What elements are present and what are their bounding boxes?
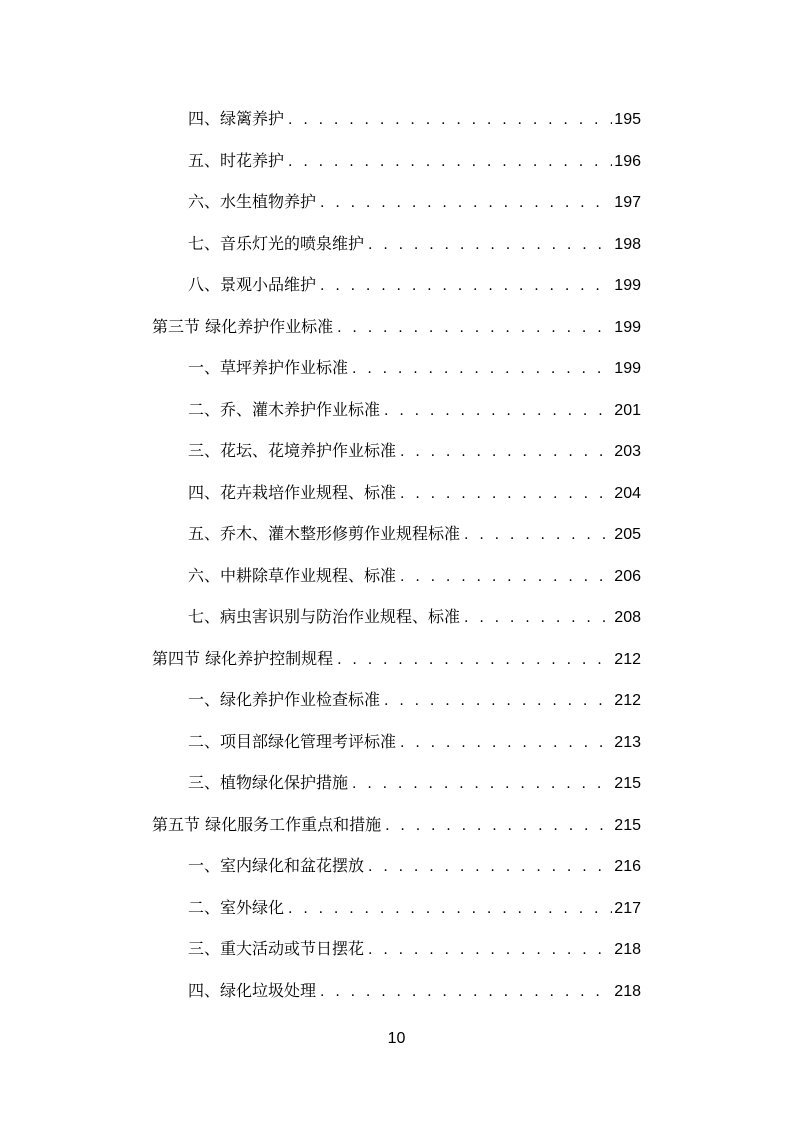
toc-subsection-entry[interactable] <box>0 927 793 969</box>
toc-entry-page-number: 215 <box>614 816 641 834</box>
toc-entry-title: 四、花卉栽培作业规程、标准 <box>188 482 397 502</box>
dot-leader <box>400 486 612 502</box>
toc-entry-page-number: 196 <box>614 152 641 170</box>
toc-entry-title: 二、项目部绿化管理考评标准 <box>188 731 397 751</box>
toc-entry-title: 七、音乐灯光的喷泉维护 <box>188 233 365 253</box>
table-of-contents <box>0 97 793 1010</box>
dot-leader <box>320 278 612 294</box>
dot-leader <box>368 237 612 253</box>
dot-leader <box>288 901 612 917</box>
dot-leader <box>337 320 612 336</box>
dot-leader <box>368 942 612 958</box>
dot-leader <box>352 776 612 792</box>
toc-entry-title: 三、植物绿化保护措施 <box>188 773 349 793</box>
dot-leader <box>384 403 612 419</box>
dot-leader <box>320 984 612 1000</box>
toc-entry-title: 四、绿化垃圾处理 <box>188 980 317 1000</box>
toc-entry-page-number: 195 <box>614 111 641 129</box>
toc-entry-page-number: 203 <box>614 443 641 461</box>
dot-leader <box>385 818 612 834</box>
toc-entry-title: 七、病虫害识别与防治作业规程、标准 <box>188 607 461 627</box>
toc-section-entry[interactable] <box>0 803 793 845</box>
dot-leader <box>400 735 612 751</box>
toc-entry-page-number: 204 <box>614 484 641 502</box>
toc-entry-page-number: 199 <box>614 360 641 378</box>
toc-subsection-entry[interactable] <box>0 139 793 181</box>
dot-leader <box>464 527 612 543</box>
toc-entry-page-number: 218 <box>614 982 641 1000</box>
toc-entry-page-number: 199 <box>614 318 641 336</box>
toc-entry-title: 六、水生植物养护 <box>188 192 317 212</box>
toc-entry-title: 第五节 绿化服务工作重点和措施 <box>152 814 382 834</box>
toc-entry-page-number: 205 <box>614 526 641 544</box>
toc-entry-title: 三、花坛、花境养护作业标准 <box>188 441 397 461</box>
toc-subsection-entry[interactable] <box>0 720 793 762</box>
dot-leader <box>337 652 612 668</box>
toc-entry-title: 四、绿篱养护 <box>188 109 285 129</box>
toc-entry-page-number: 217 <box>614 899 641 917</box>
dot-leader <box>400 444 612 460</box>
toc-entry-page-number: 216 <box>614 858 641 876</box>
toc-subsection-entry[interactable] <box>0 222 793 264</box>
toc-entry-page-number: 218 <box>614 941 641 959</box>
toc-entry-title: 一、绿化养护作业检查标准 <box>188 690 381 710</box>
toc-entry-page-number: 213 <box>614 733 641 751</box>
toc-subsection-entry[interactable] <box>0 471 793 513</box>
toc-entry-title: 一、室内绿化和盆花摆放 <box>188 856 365 876</box>
toc-subsection-entry[interactable] <box>0 180 793 222</box>
toc-entry-title: 二、室外绿化 <box>188 897 285 917</box>
dot-leader <box>464 610 612 626</box>
dot-leader <box>368 859 612 875</box>
toc-entry-page-number: 198 <box>614 235 641 253</box>
toc-entry-title: 三、重大活动或节日摆花 <box>188 939 365 959</box>
toc-subsection-entry[interactable] <box>0 554 793 596</box>
toc-subsection-entry[interactable] <box>0 969 793 1011</box>
toc-subsection-entry[interactable] <box>0 97 793 139</box>
toc-section-entry[interactable] <box>0 305 793 347</box>
toc-entry-page-number: 201 <box>614 401 641 419</box>
toc-subsection-entry[interactable] <box>0 886 793 928</box>
toc-entry-title: 五、时花养护 <box>188 150 285 170</box>
toc-entry-title: 一、草坪养护作业标准 <box>188 358 349 378</box>
dot-leader <box>320 195 612 211</box>
dot-leader <box>288 154 612 170</box>
dot-leader <box>352 361 612 377</box>
toc-entry-page-number: 215 <box>614 775 641 793</box>
dot-leader <box>288 112 612 128</box>
toc-entry-title: 二、乔、灌木养护作业标准 <box>188 399 381 419</box>
toc-entry-title: 六、中耕除草作业规程、标准 <box>188 565 397 585</box>
page-number: 10 <box>387 1030 406 1047</box>
toc-entry-page-number: 212 <box>614 692 641 710</box>
toc-entry-title: 五、乔木、灌木整形修剪作业规程标准 <box>188 524 461 544</box>
toc-entry-title: 八、景观小品维护 <box>188 275 317 295</box>
toc-entry-title: 第三节 绿化养护作业标准 <box>152 316 334 336</box>
toc-subsection-entry[interactable] <box>0 761 793 803</box>
toc-subsection-entry[interactable] <box>0 595 793 637</box>
toc-subsection-entry[interactable] <box>0 263 793 305</box>
toc-entry-page-number: 206 <box>614 567 641 585</box>
toc-entry-page-number: 197 <box>614 194 641 212</box>
toc-subsection-entry[interactable] <box>0 844 793 886</box>
toc-subsection-entry[interactable] <box>0 512 793 554</box>
dot-leader <box>384 693 612 709</box>
toc-entry-page-number: 208 <box>614 609 641 627</box>
toc-entry-title: 第四节 绿化养护控制规程 <box>152 648 334 668</box>
toc-entry-page-number: 199 <box>614 277 641 295</box>
toc-subsection-entry[interactable] <box>0 429 793 471</box>
toc-entry-page-number: 212 <box>614 650 641 668</box>
toc-subsection-entry[interactable] <box>0 678 793 720</box>
toc-subsection-entry[interactable] <box>0 388 793 430</box>
dot-leader <box>400 569 612 585</box>
toc-section-entry[interactable] <box>0 637 793 679</box>
toc-subsection-entry[interactable] <box>0 346 793 388</box>
